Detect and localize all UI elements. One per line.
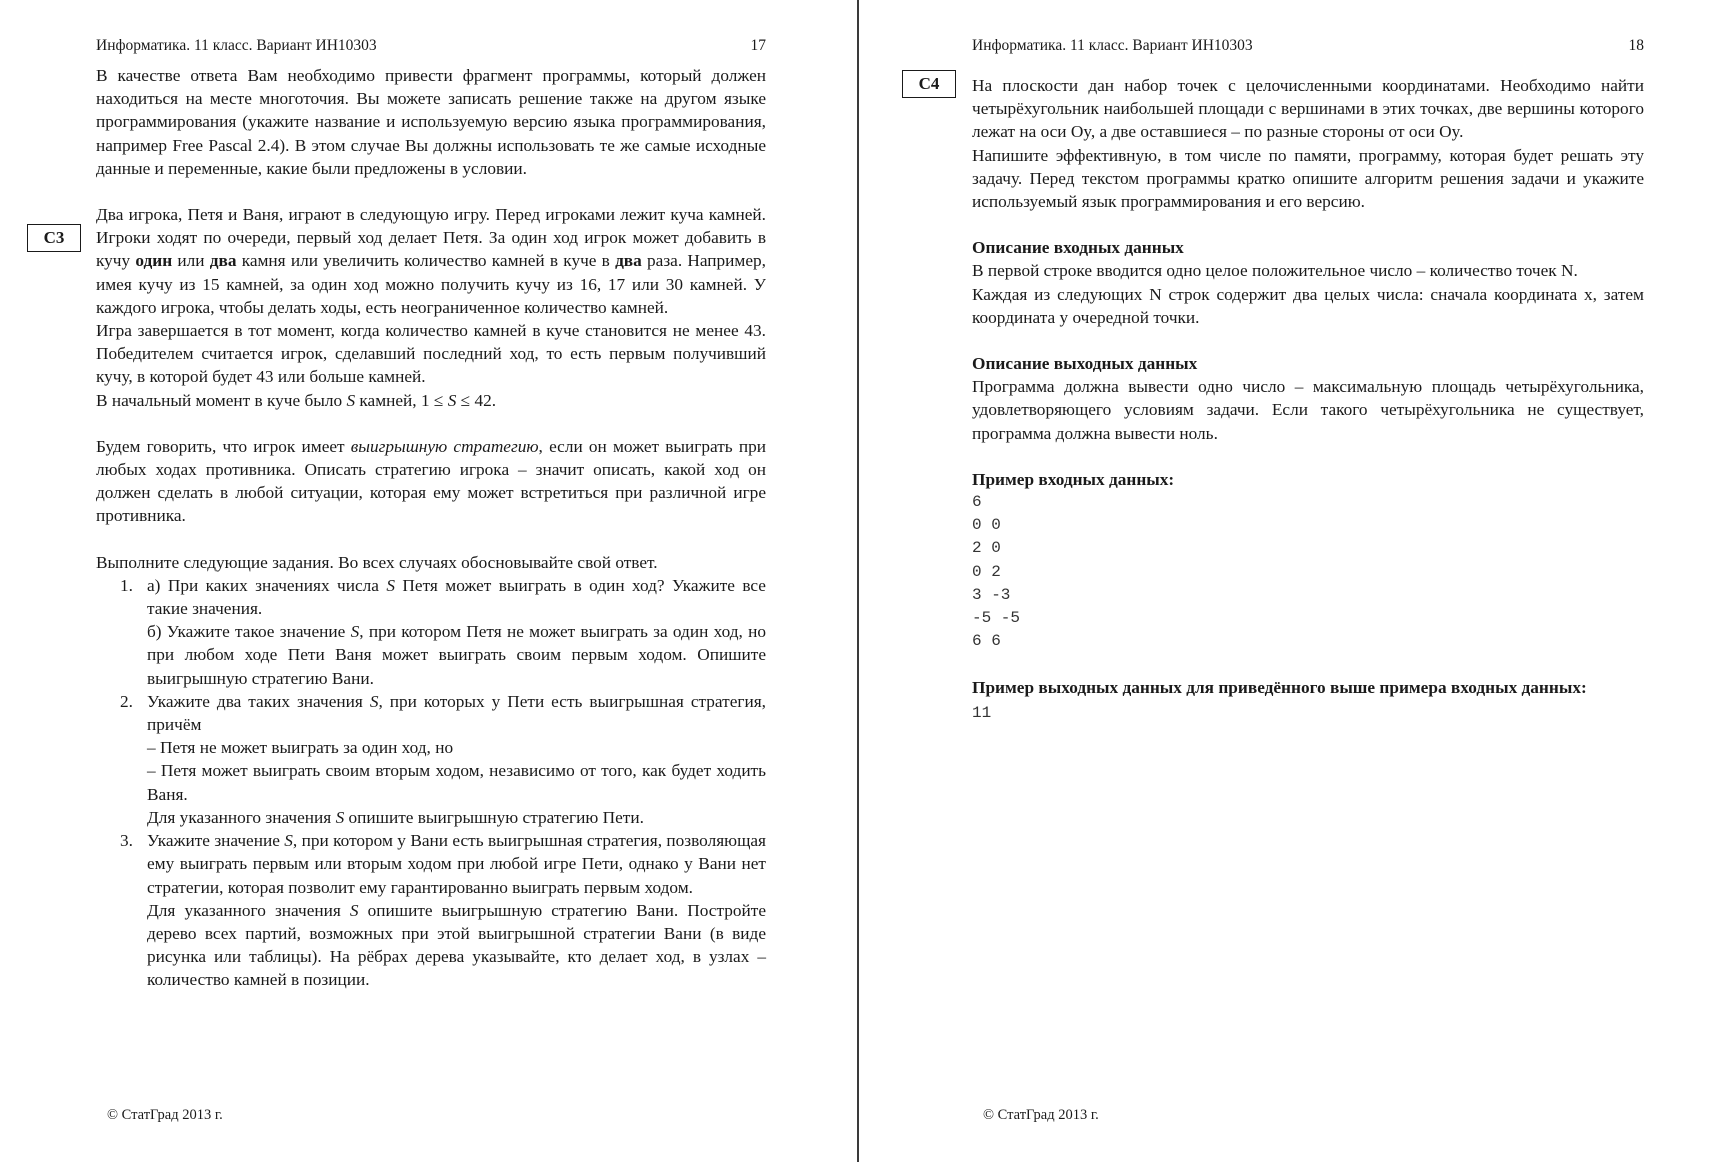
right-body [972,74,1644,725]
text-run: , при котором Петя не может выиграть за один ход, но при любом ходе Пети Ваня может выиграть своим первым ходом. Опишите выигрышную стратегию Вани. [147,622,766,688]
bold-run: один [135,251,173,271]
page-footer: © СтатГрад 2013 г. [107,1107,223,1123]
variable-s: S [346,390,356,410]
text-run: раза. Например, имея кучу из 15 камней, за один ход можно получить кучу из 16, 17 или 30 камней. У каждого игрока, чтобы делать ходы, есть неограниченное количество камней. [96,251,766,317]
text-run: В начальный момент в куче было [96,390,347,410]
intro-paragraph: В качестве ответа Вам необходимо привести фрагмент программы, который должен находиться на месте многоточия. Вы можете записать решение также на другом языке программирования (укажите название и используемую версию языка программирования, например Free Pascal 2.4). В этом случае Вы должны использовать те же самые исходные данные и переменные, какие были предложены в условии. [96,66,766,178]
task-item-1 [96,574,766,690]
game-end-paragraph: Игра завершается в тот момент, когда количество камней в куче становится не менее 43. Победителем считается игрок, сделавший последний ход, то есть первым получивший кучу, в которой будет 43 или больше камней. [96,321,766,387]
input-section-title: Описание входных данных [972,238,1184,258]
task-label-c3: C3 [27,224,81,252]
input-description-2: Каждая из следующих N строк содержит два целых числа: сначала координата x, затем координата y очередной точки. [972,284,1644,327]
variable-s: S [386,575,396,595]
text-run: , при котором у Вани есть выигрышная стратегия, позволяющая ему выиграть первым или вторым ходом при любой игре Пети, однако у Вани нет стратегии, которая позволит ему гарантированно выиграть первым ходом. [147,831,766,897]
c4-instructions-paragraph: Напишите эффективную, в том числе по памяти, программу, которая будет решать эту задачу. Перед текстом программы кратко опишите алгоритм решения задачи и укажите используемый язык программирования и его версию. [972,145,1644,212]
tasks-intro: Выполните следующие задания. Во всех случаях обосновывайте свой ответ. [96,552,658,572]
example-input-title: Пример входных данных: [972,469,1175,489]
task-2-cond-1: – Петя не может выиграть за один ход, но [147,738,454,758]
text-run: б) Укажите такое значение [147,622,351,642]
page-footer: © СтатГрад 2013 г. [983,1107,1099,1123]
text-run: камней, 1 ≤ [355,390,448,410]
task-2-cond-2: – Петя может выиграть своим вторым ходом, независимо от того, как будет ходить Ваня. [147,761,766,804]
text-run: ≤ 42. [456,390,497,410]
bold-run: два [209,251,237,271]
text-run: Укажите два таких значения [147,691,370,711]
example-input-line: 3 -3 [972,585,1011,604]
text-run: опишите выигрышную стратегию Пети. [344,807,644,827]
text-run: Для указанного значения [147,900,350,920]
input-description-1: В первой строке вводится одно целое положительное число – количество точек N. [972,261,1578,281]
right-page [859,0,1718,1162]
left-page [0,0,858,1162]
header-title: Информатика. 11 класс. Вариант ИН10303 [96,37,377,54]
variable-s: S [350,622,360,642]
example-input-block [972,491,1644,653]
page-number: 18 [1628,37,1644,54]
example-input-line: 2 0 [972,539,1001,558]
task-number: 2. [120,691,133,711]
text-run: Укажите значение [147,831,285,851]
text-run: , при которых у Пети есть выигрышная стратегия, причём [147,691,766,735]
page-number: 17 [750,37,766,54]
output-description: Программа должна вывести одно число – максимальную площадь четырёхугольника, удовлетворяющего условиям задачи. Если такого четырёхугольника не существует, программа должна вывести ноль. [972,377,1644,443]
page-header [972,36,1644,56]
task-2-main [147,690,766,736]
italic-run: выигрышную стратегию [350,436,539,456]
text-run: Петя может выиграть в один ход? Укажите все такие значения. [147,575,766,619]
variable-s: S [369,691,379,711]
task-list [96,574,766,992]
text-run: Будем говорить, что игрок имеет [96,436,351,456]
page-header [96,36,766,56]
text-run: а) При каких значениях числа [147,575,387,595]
example-output-title: Пример выходных данных для приведённого выше примера входных данных: [972,678,1587,698]
output-section-title: Описание выходных данных [972,354,1198,374]
header-title: Информатика. 11 класс. Вариант ИН10303 [972,37,1253,54]
text-run: , если он может выиграть при любых ходах противника. Описать стратегию игрока – значит описать, какой ход он должен сделать в любой ситуации, которая ему может встретиться при различной игре противника. [96,436,766,526]
variable-s: S [284,831,293,851]
text-run: Два игрока, Петя и Ваня, играют в следующую игру. Перед игроками лежит куча камней. Игроки ходят по очереди, первый ход делает Петя. За один ход игрок может добавить в кучу [96,205,766,271]
left-body [96,64,766,992]
variable-s: S [335,807,345,827]
example-input-line: -5 -5 [972,609,1021,628]
text-run: опишите выигрышную стратегию Вани. Постройте дерево всех партий, возможных при этой выигрышной стратегии Вани (в виде рисунка или таблицы). На рёбрах дерева указывайте, кто делает ход, в узлах – количество камней в позиции. [147,900,766,990]
task-label-c4: C4 [902,70,956,98]
text-run: Для указанного значения [147,807,336,827]
text-run: камня или увеличить количество камней в куче в [236,251,616,271]
task-2-extra [147,806,766,829]
task-number: 1. [120,575,133,595]
c4-problem-paragraph: На плоскости дан набор точек с целочисленными координатами. Необходимо найти четырёхугольник наибольшей площади с вершинами в этих точках, две вершины которого лежат на оси Oy, а две оставшиеся – по разные стороны от оси Oy. [972,76,1644,142]
variable-s: S [349,900,359,920]
game-rules-paragraph [96,203,766,319]
text-run: или [172,251,210,271]
task-3-main [147,829,766,899]
task-number: 3. [120,831,133,851]
task-1a [147,574,766,620]
bold-run: два [615,251,642,271]
example-input-line: 0 2 [972,562,1001,581]
task-item-2 [96,690,766,829]
example-input-line: 6 6 [972,632,1001,651]
task-1b [147,620,766,690]
example-output-value: 11 [972,703,992,722]
example-input-line: 0 0 [972,516,1001,535]
initial-state-paragraph [96,389,766,412]
strategy-definition [96,435,766,528]
task-3-extra [147,899,766,992]
example-input-line: 6 [972,493,982,512]
variable-s: S [447,390,457,410]
task-item-3 [96,829,766,991]
